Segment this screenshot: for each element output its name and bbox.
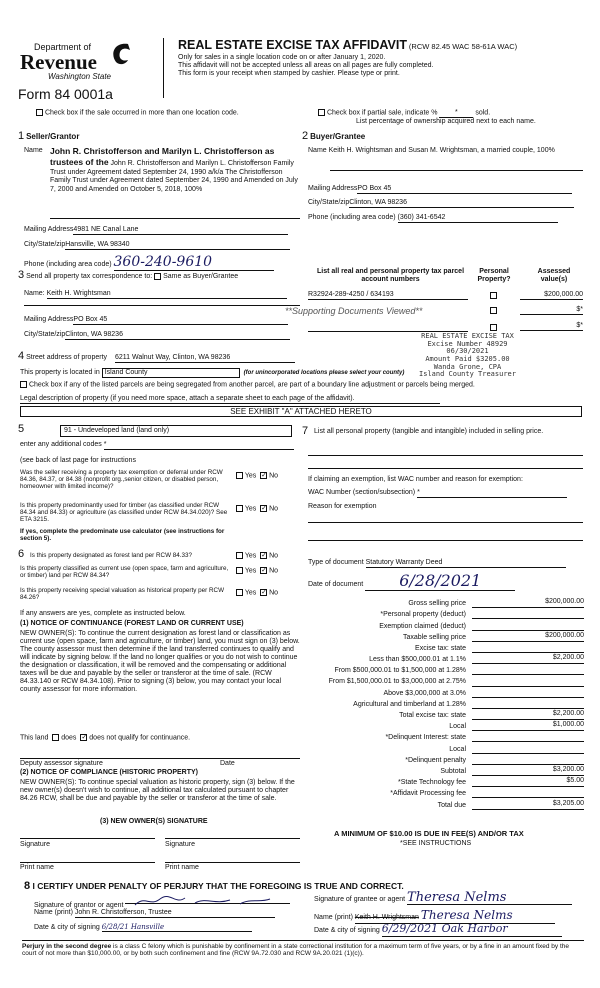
reason-label: Reason for exemption <box>308 503 377 510</box>
grantee-name[interactable]: Keith H. Wrightsman <box>354 914 419 921</box>
tax-row-label: Subtotal <box>440 767 466 775</box>
list-pct-note: List percentage of ownership acquired next to each name. <box>356 118 536 125</box>
tax-row <box>300 642 584 653</box>
tax-row-value[interactable]: $3,205.00 <box>472 800 584 810</box>
doc-date-label: Date of document <box>308 581 364 588</box>
tax-row-label: Total due <box>437 801 466 809</box>
stamp-line-3: 06/30/2021 <box>446 347 489 356</box>
wac-claim: If claiming an exemption, list WAC number and reason for exemption: <box>308 476 523 483</box>
min-fee-note: A MINIMUM OF $10.00 IS DUE IN FEE(S) AND/OR TAX <box>334 829 524 838</box>
tax-row-label: Local <box>449 745 466 753</box>
sec3-num: 3 <box>18 269 25 281</box>
segregated-checkbox[interactable] <box>20 381 27 388</box>
wac-no[interactable]: * <box>417 489 567 498</box>
seller-city[interactable]: Hansville, WA 98340 <box>65 241 290 250</box>
seller-name-bold[interactable]: John R. Christofferson and Marilyn L. Christofferson as trustees of the <box>50 146 275 168</box>
tax-row <box>300 731 584 742</box>
s6-q1-yes-label: Yes <box>244 552 257 560</box>
segregated-label: Check box if any of the listed parcels are being segregated from another parcel, are part of a boundary line adjustment or parcels being merged. <box>28 381 475 389</box>
tax-row <box>300 687 584 698</box>
revenue-logo <box>18 38 158 88</box>
rcw-ref: (RCW 82.45 WAC 58-61A WAC) <box>408 42 518 51</box>
dept-label: Department of <box>34 42 92 52</box>
s5-q1-no-label: No <box>269 472 279 480</box>
s5-q2-no-label: No <box>269 505 279 513</box>
partial-sale-label: Check box if partial sale, indicate % <box>326 109 438 117</box>
tax-row <box>300 619 584 630</box>
supporting-docs: **Supporting Documents Viewed** <box>285 306 423 316</box>
sec4-num: 4 <box>18 350 25 362</box>
wac-no-label: WAC Number (section/subsection) <box>308 489 416 496</box>
legal-desc-label: Legal description of property (if you need more space, attach a separate sheet to each page of the affidavit). <box>20 395 440 404</box>
tax-row-value[interactable]: $200,000.00 <box>472 632 584 642</box>
s5-q2-yes[interactable] <box>236 505 243 512</box>
stamp-line-6: Island County Treasurer <box>419 370 516 379</box>
revenue-swoosh-icon <box>108 40 132 68</box>
tax-row <box>300 698 584 709</box>
grantee-signature[interactable]: Theresa Nelms <box>407 895 572 905</box>
s5-q1-yes[interactable] <box>236 472 243 479</box>
tax-row <box>300 608 584 619</box>
does-qualify-checkbox[interactable] <box>52 734 59 741</box>
tax-row-label: Local <box>449 723 466 731</box>
buyer-phone-label: Phone (including area code) <box>308 214 396 221</box>
tax-row-value[interactable]: $200,000.00 <box>472 598 584 608</box>
s6-q1-yes[interactable] <box>236 552 243 559</box>
tax-row-value[interactable]: $2,200.00 <box>472 654 584 664</box>
new-owner-print-2[interactable]: Print name <box>165 864 199 871</box>
tax-row <box>300 709 584 720</box>
assessed-value-3[interactable]: $* <box>520 322 583 331</box>
grantor-signature-mark <box>125 895 275 907</box>
corr-mail-label: Mailing Address <box>24 316 74 323</box>
located-label: This property is located in <box>20 369 100 376</box>
s6-q2-yes[interactable] <box>236 567 243 574</box>
sec7-num: 7 <box>302 425 309 437</box>
personal-checkbox-1[interactable] <box>490 292 497 299</box>
tax-row <box>300 765 584 776</box>
tax-row-value[interactable] <box>472 688 584 698</box>
legal-exhibit[interactable]: SEE EXHIBIT "A" ATTACHED HERETO <box>20 406 582 417</box>
s6-q2: Is this property classified as current use (open space, farm and agriculture, or timber) land per RCW 84.34? <box>20 565 229 580</box>
tax-row <box>300 653 584 664</box>
tax-row-label: Less than $500,000.01 at 1.1% <box>369 656 466 664</box>
tax-row <box>300 597 584 608</box>
partial-sale-checkbox[interactable] <box>318 109 325 116</box>
buyer-phone[interactable]: (360) 341-6542 <box>398 214 558 223</box>
s5-q2: Is this property predominantly used for timber (as classified under RCW 84.34 and 84.33) or agriculture (as classified under RCW 84.34.020)? See ETA 3215. <box>20 502 228 524</box>
tax-row-label: Taxable selling price <box>402 633 466 641</box>
revenue-label: Revenue <box>20 50 97 74</box>
addl-codes[interactable]: * <box>104 441 294 450</box>
s6-q1-no-label: No <box>269 552 279 560</box>
header-line-1: Only for sales in a single location code on or after January 1, 2020. <box>178 54 386 62</box>
personal-header: Personal Property? <box>477 268 511 284</box>
perjury-bold: Perjury in the second degree <box>22 943 112 950</box>
corr-name-label: Name: <box>24 290 45 297</box>
tax-row-value[interactable] <box>472 744 584 754</box>
doc-type[interactable]: Statutory Warranty Deed <box>366 559 566 568</box>
tax-row-label: Agricultural and timberland at 1.28% <box>353 700 466 708</box>
tax-row-label: From $500,000.01 to $1,500,000 at 1.28% <box>334 667 466 675</box>
tax-row-value[interactable] <box>472 699 584 709</box>
grantee-handwritten-name[interactable]: Theresa Nelms <box>420 908 513 922</box>
does-label: does <box>61 734 77 742</box>
tax-row <box>300 631 584 642</box>
deputy-sig-label: Deputy assessor signature <box>20 760 103 767</box>
buyer-mail-label: Mailing Address <box>308 185 358 192</box>
doc-date[interactable]: 6/28/2021 <box>365 572 515 591</box>
buyer-name-label: Name <box>308 147 327 154</box>
if-any-note: If any answers are yes, complete as instructed below. <box>20 610 186 617</box>
tax-row-label: *Delinquent penalty <box>405 756 466 764</box>
state-label: Washington State <box>48 72 112 81</box>
new-owner-print-1[interactable]: Print name <box>20 864 54 871</box>
stamp-line-5: Wanda Grone, CPA <box>433 362 502 371</box>
grantee-date-label: Date & city of signing <box>314 927 380 934</box>
s6-q2-yes-label: Yes <box>244 567 257 575</box>
corr-city[interactable]: Clinton, WA 98236 <box>65 331 290 340</box>
seller-phone-label: Phone (including area code) <box>24 261 112 268</box>
continuance-heading: (1) NOTICE OF CONTINUANCE (FOREST LAND OR CURRENT USE) <box>20 620 244 627</box>
new-owner-sig-2[interactable]: Signature <box>165 841 195 848</box>
corr-mail[interactable]: PO Box 45 <box>73 316 288 325</box>
grantor-print-label: Name (print) <box>34 909 73 916</box>
tax-row-value[interactable]: $2,200.00 <box>472 710 584 720</box>
tax-row <box>300 742 584 753</box>
does-not-qualify-checkbox[interactable]: ✓ <box>81 734 88 741</box>
tax-row-label: *State Technology fee <box>398 779 466 787</box>
grantor-date-label: Date & city of signing <box>34 924 100 931</box>
seller-phone[interactable]: 360-240-9610 <box>114 254 274 271</box>
stamp-line-1: REAL ESTATE EXCISE TAX <box>421 332 514 340</box>
tax-row-value[interactable] <box>472 732 584 742</box>
same-as-buyer-checkbox[interactable] <box>154 273 161 280</box>
partial-pct[interactable]: * <box>439 109 473 118</box>
form-title: REAL ESTATE EXCISE TAX AFFIDAVIT <box>178 38 407 52</box>
assessed-value-2[interactable]: $* <box>520 306 583 315</box>
parcel-number[interactable]: R32924-289-4250 / 634193 <box>308 291 468 300</box>
tax-row-label: Total excise tax: state <box>399 712 466 720</box>
tax-row-label: Above $3,000,000 at 3.0% <box>383 689 466 697</box>
buyer-name[interactable]: Keith H. Wrightsman and Susan M. Wrightsman, a married couple, 100% <box>328 147 555 154</box>
seller-heading: Seller/Grantor <box>26 132 80 141</box>
header-line-3: This form is your receipt when stamped by cashier. Please type or print. <box>178 70 400 78</box>
s5-q1: Was the seller receiving a property tax exemption or deferral under RCW 84.36, 84.37, or 84.38 (nonprofit org.,senior citizen, or disabled person, homeowner with limited income)? <box>20 469 223 491</box>
new-owner-heading: (3) NEW OWNER(S) SIGNATURE <box>100 818 208 825</box>
multi-location-checkbox[interactable] <box>36 109 43 116</box>
tax-row <box>300 798 584 809</box>
s7-text: List all personal property (tangible and intangible) included in selling price. <box>314 428 544 435</box>
tax-row-value[interactable]: $1,000.00 <box>472 721 584 731</box>
buyer-city-label: City/State/zip <box>308 199 350 206</box>
this-land-label: This land <box>20 734 49 742</box>
header-line-2: This affidavit will not be accepted unless all areas on all pages are fully completed. <box>178 62 434 70</box>
sec8-num: 8 <box>24 880 31 892</box>
tax-row-label: *Personal property (deduct) <box>380 611 466 619</box>
county-select[interactable]: Island County <box>102 368 240 378</box>
s5-q1-yes-label: Yes <box>244 472 257 480</box>
compliance-heading: (2) NOTICE OF COMPLIANCE (HISTORIC PROPERTY) <box>20 769 198 776</box>
street-address[interactable]: 6211 Walnut Way, Clinton, WA 98236 <box>115 354 295 363</box>
stamp-line-2: Excise Number 48929 <box>427 339 508 348</box>
corr-city-label: City/State/zip <box>24 331 66 338</box>
land-use-select[interactable]: 91 - Undeveloped land (land only) <box>60 425 292 437</box>
sec5-num: 5 <box>18 423 25 435</box>
tax-row-value[interactable]: $3,200.00 <box>472 766 584 776</box>
street-label: Street address of property <box>26 354 108 361</box>
perjury-text: is a class C felony which is punishable by confinement in a state correctional institution for a maximum term of five years, or by a fine in an amount fixed by the court of not more than $10,000.00, or by both such confinement and fine (RCW 9A.72.030 and RCW 9A.20.021 (1)(c)). <box>22 943 569 958</box>
s6-q3-yes-label: Yes <box>244 589 257 597</box>
tax-row <box>300 787 584 798</box>
grantor-sig-label: Signature of grantor or agent <box>34 902 124 909</box>
seller-name-rest[interactable]: John R. Christofferson and Marilyn L. Christofferson Family Trust under Agreement dated September 24, 1990 a/k/a The Christofferson Family Trust under Agreement dated September 24, 1990 and Amended on July 7, 2000 and Amended on October 5, 2018, 100% <box>50 160 298 193</box>
tax-row-label: *Delinquent Interest: state <box>385 734 466 742</box>
new-owner-sig-1[interactable]: Signature <box>20 841 50 848</box>
tax-row-value[interactable] <box>472 755 584 765</box>
tax-row-value[interactable] <box>472 677 584 687</box>
s5-q2-yes-label: Yes <box>244 505 257 513</box>
tax-row <box>300 754 584 765</box>
multi-location-label: Check box if the sale occurred in more than one location code. <box>44 109 239 117</box>
parcel-header: List all real and personal property tax parcel account numbers <box>316 268 465 284</box>
grantee-print-label: Name (print) <box>314 914 353 921</box>
not-qualify-label: does not qualify for continuance. <box>89 734 191 742</box>
compliance-body: NEW OWNER(S): To continue special valuation as historic property, sign (3) below. If the new owner(s) doesn't wish to continue, all additional tax calculated pursuant to chapter 84.26 RCW, shall be due and payable by the seller or transferor at the time of sale. <box>20 779 295 803</box>
s6-q2-no-label: No <box>269 567 279 575</box>
tax-row-label: From $1,500,000.01 to $3,000,000 at 2.75% <box>328 678 466 686</box>
s6-q1-no[interactable]: ✓ <box>261 552 268 559</box>
corr-heading: Send all property tax correspondence to: <box>26 273 153 280</box>
certify-text: I CERTIFY UNDER PENALTY OF PERJURY THAT THE FOREGOING IS TRUE AND CORRECT. <box>32 881 404 891</box>
grantee-date[interactable]: 6/29/2021 Oak Harbor <box>382 923 562 937</box>
s6-q1: Is this property designated as forest land per RCW 84.33? <box>30 552 193 559</box>
seller-city-label: City/State/zip <box>24 241 66 248</box>
tax-row <box>300 675 584 686</box>
same-as-buyer-label: Same as Buyer/Grantee <box>163 273 239 280</box>
see-instructions: *SEE INSTRUCTIONS <box>400 840 472 847</box>
doc-type-label: Type of document <box>308 559 364 566</box>
sec2-num: 2 <box>302 130 309 142</box>
sold-label: sold. <box>475 109 491 117</box>
tax-row <box>300 776 584 787</box>
deputy-date-label: Date <box>220 760 235 767</box>
grantor-date[interactable]: 6/28/21 Hansville <box>102 923 252 932</box>
personal-checkbox-3[interactable] <box>490 324 497 331</box>
continuance-body: NEW OWNER(S): To continue the current designation as forest land or classification as current use (open space, farm and agriculture, or timber) land, you must sign on (3) below. The county assessor must then determine if the land transferred continues to qualify and will indicate by signing below. If the land no longer qualifies or you do not wish to continue the designation or classification, it will be removed and the compensating or additional taxes will be due and payable by the seller or transferor at the time of sale. (RCW 84.33.140 or RCW 84.34.108). Prior to signing (3) below, you may contact your local county assessor for more information. <box>20 630 300 694</box>
tax-row <box>300 720 584 731</box>
grantor-name[interactable]: John R. Christofferson, Trustee <box>75 909 275 918</box>
s5-q1-no[interactable]: ✓ <box>261 472 268 479</box>
buyer-heading: Buyer/Grantee <box>310 132 366 141</box>
seller-name-label: Name <box>24 147 43 154</box>
assessed-header: Assessed value(s) <box>537 268 571 284</box>
buyer-city[interactable]: Clinton, WA 98236 <box>349 199 574 208</box>
tax-row-value[interactable] <box>472 609 584 619</box>
s5-q2b: If yes, complete the predominate use calculator (see instructions for section 5). <box>20 528 225 543</box>
unincorp-note: (for unincorporated locations please select your county) <box>243 370 405 376</box>
sec1-num: 1 <box>18 130 25 142</box>
s6-q2-no[interactable]: ✓ <box>261 567 268 574</box>
tax-row-label: Gross selling price <box>408 600 466 608</box>
tax-row-value[interactable]: $5.00 <box>472 777 584 787</box>
tax-row <box>300 664 584 675</box>
seller-mail-label: Mailing Address <box>24 226 74 233</box>
tax-row-value[interactable] <box>472 621 584 631</box>
corr-name[interactable]: Keith H. Wrightsman <box>47 290 287 299</box>
s5-q2-no[interactable]: ✓ <box>261 505 268 512</box>
addl-codes-label: enter any additional codes <box>20 441 102 448</box>
s6-q3: Is this property receiving special valuation as historical property per RCW 84.26? <box>20 587 225 602</box>
s6-q3-yes[interactable] <box>236 589 243 596</box>
tax-row-value[interactable] <box>472 788 584 798</box>
stamp-line-4: Amount Paid $3205.00 <box>425 355 510 364</box>
tax-row-label: Excise tax: state <box>415 644 466 652</box>
seller-mail[interactable]: 4981 NE Canal Lane <box>73 226 288 235</box>
tax-row-value[interactable] <box>472 643 584 653</box>
tax-row-value[interactable] <box>472 665 584 675</box>
tax-row-label: *Affidavit Processing fee <box>390 790 466 798</box>
personal-checkbox-2[interactable] <box>490 307 497 314</box>
sec6-num: 6 <box>18 548 25 560</box>
s6-q3-no[interactable]: ✓ <box>261 589 268 596</box>
tax-row-label: Exemption claimed (deduct) <box>379 622 466 630</box>
see-back: (see back of last page for instructions <box>20 457 136 464</box>
form-number: Form 84 0001a <box>18 86 113 102</box>
grantee-sig-label: Signature of grantee or agent <box>314 896 406 903</box>
tax-table <box>300 597 584 810</box>
grantor-signature[interactable] <box>125 895 290 904</box>
assessed-value-1[interactable]: $200,000.00 <box>520 291 583 300</box>
buyer-mail[interactable]: PO Box 45 <box>357 185 572 194</box>
treasurer-stamp <box>400 333 535 379</box>
s6-q3-no-label: No <box>269 589 279 597</box>
